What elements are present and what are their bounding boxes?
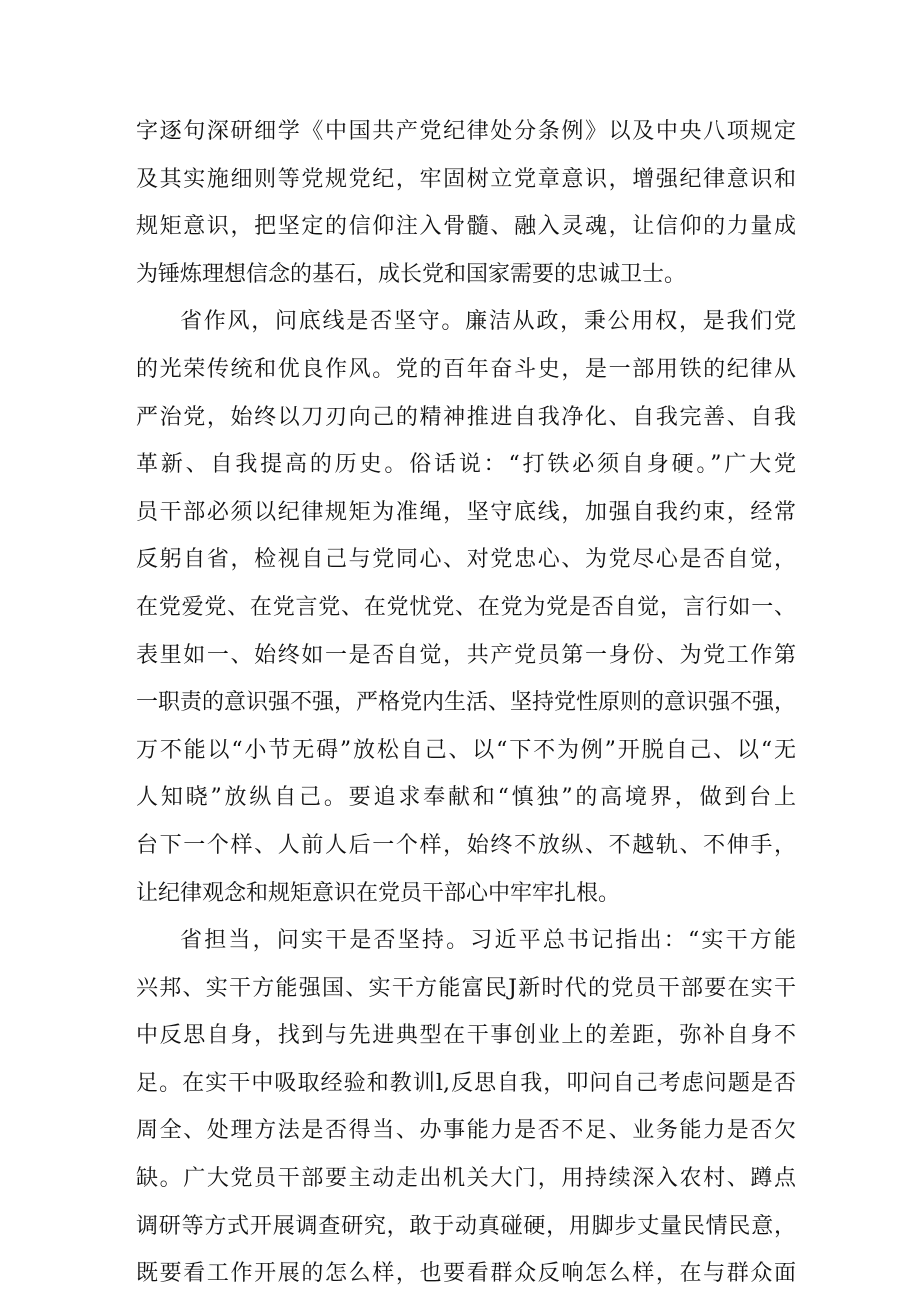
text-line: 严治党，始终以刀刃向己的精神推进自我净化、自我完善、自我 [136,404,796,430]
text-line: 调研等方式开展调查研究，敢于动真碰硬，用脚步丈量民情民意， [136,1213,796,1239]
text-line: 缺。广大党员干部要主动走出机关大门，用持续深入农村、蹲点 [136,1166,796,1192]
text-line: 字逐句深研细学《中国共产党纪律处分条例》以及中央八项规定 [136,119,796,144]
text-line: 为锤炼理想信念的基石，成长党和国家需要的忠诚卫士。 [136,261,687,287]
text-line: 反躬自省，检视自己与党同心、对党忠心、为党尽心是否自觉， [136,547,796,573]
text-line: 兴邦、实干方能强国、实干方能富民J新时代的党员干部要在实干 [136,975,796,1001]
text-line: 省担当，问实干是否坚持。习近平总书记指出：“实干方能 [180,928,796,954]
text-line: 及其实施细则等党规党纪，牢固树立党章意识，增强纪律意识和 [136,166,796,192]
text-line: 让纪律观念和规矩意识在党员干部心中牢牢扎根。 [136,880,621,906]
text-line: 员干部必须以纪律规矩为准绳，坚守底线，加强自我约束，经常 [136,499,796,525]
text-line: 足。在实干中吸取经验和教训l,反思自我，叩问自己考虑问题是否 [136,1070,796,1096]
text-line: 周全、处理方法是否得当、办事能力是否不足、业务能力是否欠 [136,1118,796,1144]
text-line: 表里如一、始终如一是否自觉，共产党员第一身份、为党工作第 [136,642,796,668]
text-line: 省作风，问底线是否坚守。廉洁从政，秉公用权，是我们党 [180,309,796,335]
text-line: 规矩意识，把坚定的信仰注入骨髓、融入灵魂，让信仰的力量成 [136,214,796,240]
text-line: 革新、自我提高的历史。俗话说：“打铁必须自身硬。”广大党 [136,452,796,478]
text-line: 在党爱党、在党言党、在党忧党、在党为党是否自觉，言行如一、 [136,594,796,620]
text-line: 既要看工作开展的怎么样，也要看群众反响怎么样，在与群众面 [136,1261,796,1287]
text-line: 一职责的意识强不强，严格党内生活、坚持党性原则的意识强不强， [136,690,797,716]
text-line: 中反思自身，找到与先进典型在干事创业上的差距，弥补自身不 [136,1023,796,1049]
text-line: 的光荣传统和优良作风。党的百年奋斗史，是一部用铁的纪律从 [136,356,796,382]
text-line: 人知晓”放纵自己。要追求奉献和“慎独”的高境界，做到台上 [136,785,796,811]
document-body [136,108,796,1298]
text-line: 万不能以“小节无碍”放松自己、以“下不为例”开脱自己、以“无 [136,737,796,763]
text-line: 台下一个样、人前人后一个样，始终不放纵、不越轨、不伸手， [136,832,796,858]
